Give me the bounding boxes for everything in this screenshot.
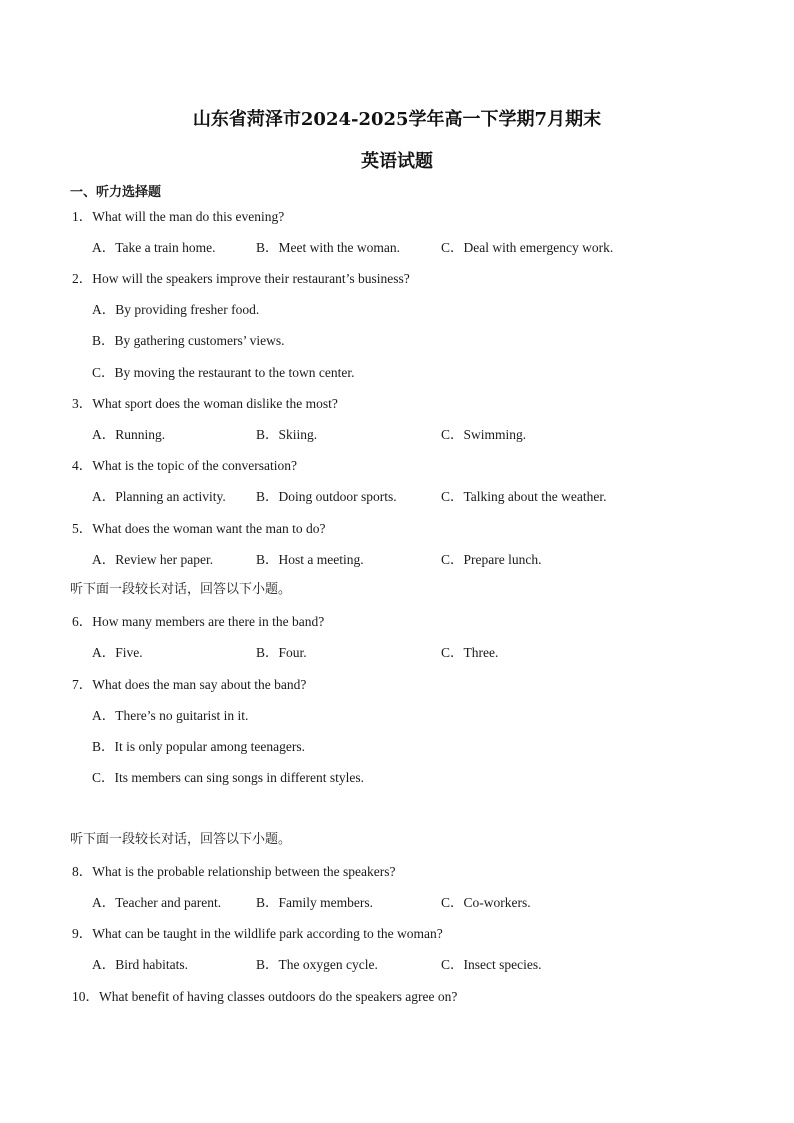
- q4-option-c: C．Talking about the weather.: [441, 489, 607, 504]
- question-6: 6．How many members are there in the band?: [72, 614, 325, 629]
- q2-option-b: B．By gathering customers’ views.: [92, 333, 285, 348]
- q1-option-c: C．Deal with emergency work.: [441, 240, 614, 255]
- q6-option-b: B．Four.: [256, 645, 307, 660]
- question-10: 10．What benefit of having classes outdoors do the speakers agree on?: [72, 989, 458, 1004]
- q5-option-c: C．Prepare lunch.: [441, 552, 542, 567]
- question-1: 1．What will the man do this evening?: [72, 209, 285, 224]
- q9-option-c: C．Insect species.: [441, 957, 542, 972]
- q6-option-a: A．Five.: [92, 645, 143, 660]
- question-3: 3．What sport does the woman dislike the most?: [72, 396, 338, 411]
- listening-instruction: 听下面一段较长对话，回答以下小题。: [70, 832, 292, 847]
- q9-option-b: B．The oxygen cycle.: [256, 957, 378, 972]
- question-4: 4．What is the topic of the conversation?: [72, 458, 297, 473]
- question-8: 8．What is the probable relationship between the speakers?: [72, 864, 396, 879]
- question-2: 2．How will the speakers improve their restaurant’s business?: [72, 271, 410, 286]
- question-5: 5．What does the woman want the man to do?: [72, 521, 326, 536]
- q8-option-a: A．Teacher and parent.: [92, 895, 222, 910]
- q5-option-a: A．Review her paper.: [92, 552, 214, 567]
- q1-option-b: B．Meet with the woman.: [256, 240, 400, 255]
- q8-option-c: C．Co-workers.: [441, 895, 531, 910]
- q4-option-b: B．Doing outdoor sports.: [256, 489, 397, 504]
- exam-subtitle: 英语试题: [361, 151, 433, 172]
- question-7: 7．What does the man say about the band?: [72, 677, 307, 692]
- exam-title: 山东省菏泽市2024-2025学年高一下学期7月期末: [192, 109, 602, 130]
- section-heading: 一、听力选择题: [70, 185, 162, 200]
- q8-option-b: B．Family members.: [256, 895, 373, 910]
- q1-option-a: A．Take a train home.: [92, 240, 216, 255]
- q9-option-a: A．Bird habitats.: [92, 957, 188, 972]
- q6-option-c: C．Three.: [441, 645, 499, 660]
- q7-option-a: A．There’s no guitarist in it.: [92, 708, 249, 723]
- q3-option-a: A．Running.: [92, 427, 166, 442]
- q7-option-b: B．It is only popular among teenagers.: [92, 739, 305, 754]
- q2-option-a: A．By providing fresher food.: [92, 302, 260, 317]
- listening-instruction: 听下面一段较长对话，回答以下小题。: [70, 582, 292, 597]
- question-9: 9．What can be taught in the wildlife park according to the woman?: [72, 926, 443, 941]
- q7-option-c: C．Its members can sing songs in different styles.: [92, 770, 364, 785]
- q3-option-c: C．Swimming.: [441, 427, 527, 442]
- q4-option-a: A．Planning an activity.: [92, 489, 226, 504]
- q5-option-b: B．Host a meeting.: [256, 552, 364, 567]
- q3-option-b: B．Skiing.: [256, 427, 318, 442]
- q2-option-c: C．By moving the restaurant to the town center.: [92, 365, 355, 380]
